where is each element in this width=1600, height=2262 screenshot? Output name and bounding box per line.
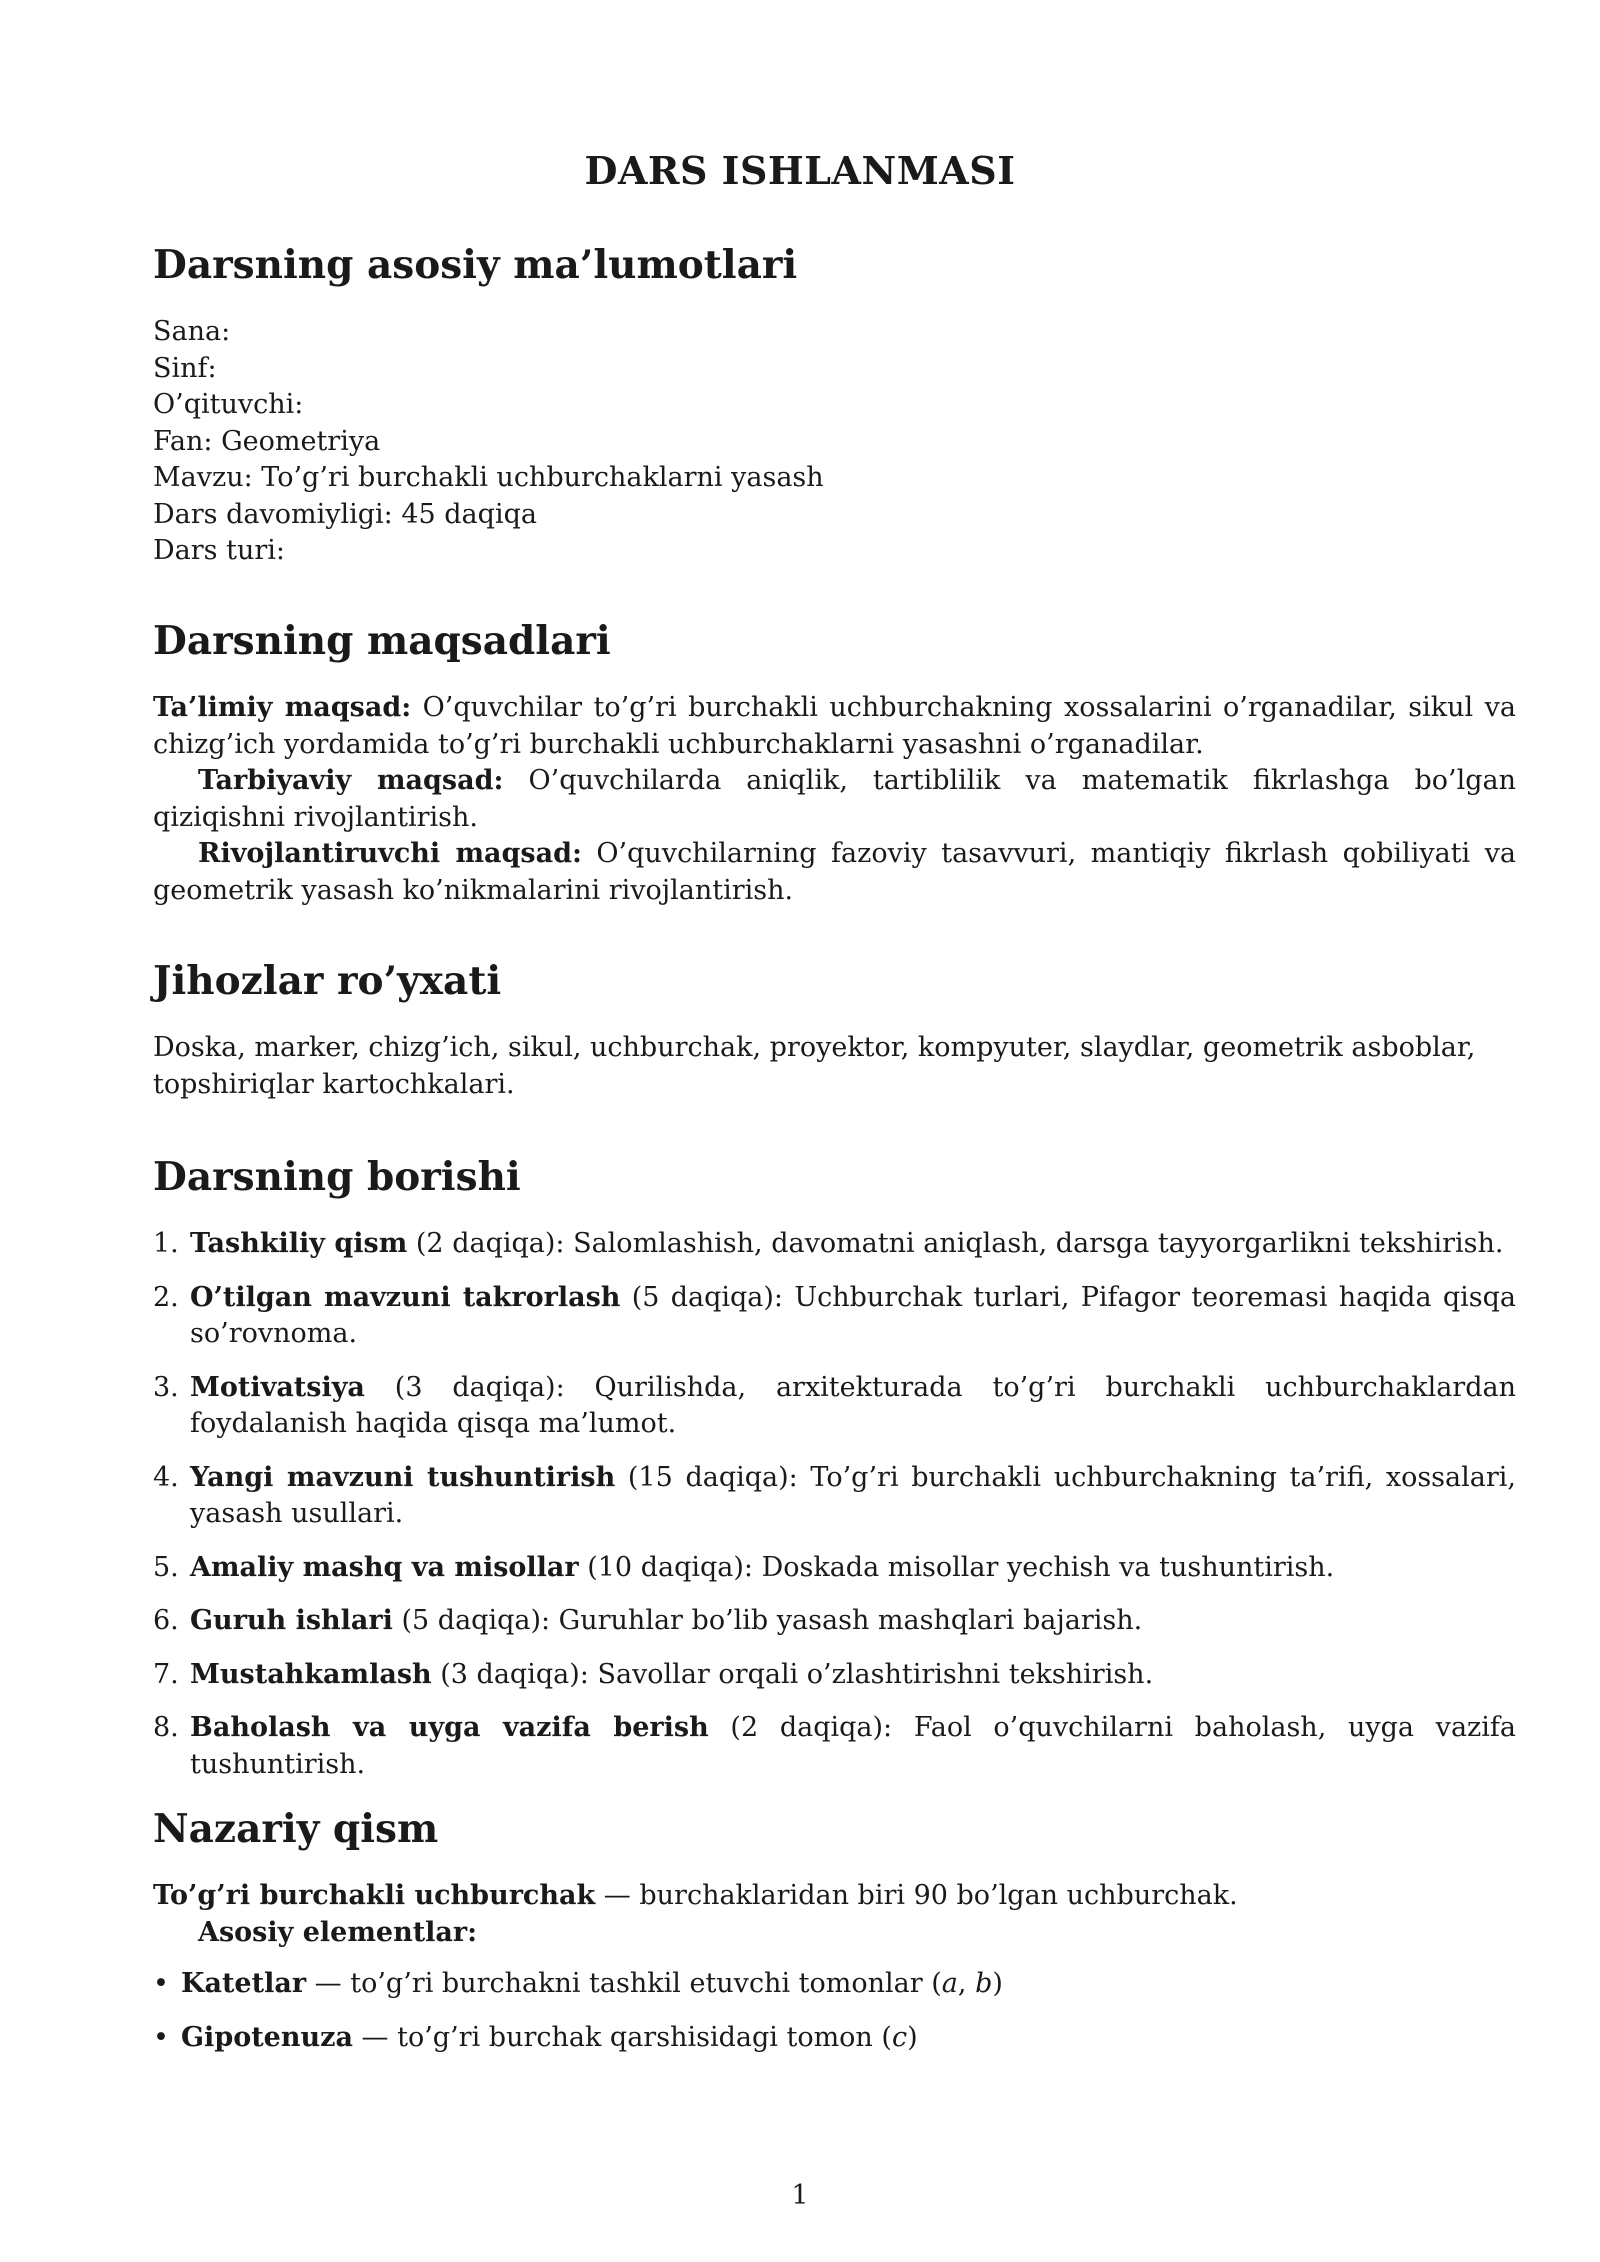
list-number: 5. — [153, 1551, 179, 1583]
list-number: 4. — [153, 1461, 179, 1493]
list-number: 7. — [153, 1658, 179, 1690]
step-label: Tashkiliy qism — [190, 1228, 408, 1259]
math-var: c — [891, 2021, 908, 2053]
equipment-text: Doska, marker, chizg’ich, sikul, uchburchak, proyektor, kompyuter, slaydlar, geometrik asboblar, topshiriqlar kartochkalari. — [153, 1032, 1476, 1100]
step-text: (5 daqiqa): Uchburchak turlari, Pifagor teoremasi haqida qisqa so’rovnoma. — [190, 1281, 1516, 1349]
basic-info-list — [153, 314, 1516, 570]
goals-block — [153, 690, 1516, 909]
list-number: 1. — [153, 1228, 179, 1259]
bullet-text: — to’g’ri burchak qarshisidagi tomon ( — [352, 2021, 892, 2053]
goal-upbringing — [153, 763, 1516, 836]
goal-text: O’quvchilarning fazoviy tasavvuri, mantiqiy fikrlash qobiliyati va geometrik yasash ko’nikmalarini rivojlantirish. — [153, 838, 1516, 906]
bullet-end: ) — [992, 1968, 1003, 1999]
list-item — [153, 1280, 1516, 1353]
info-date: Sana: — [153, 316, 231, 347]
step-label: Mustahkamlash — [190, 1658, 432, 1690]
bullet-sep: , — [957, 1968, 976, 1999]
section-heading-process: Darsning borishi — [153, 1154, 521, 1200]
goal-text: O’quvchilarda aniqlik, tartiblilik va matematik fikrlashga bo’lgan qiziqishni rivojlantirish. — [153, 765, 1516, 833]
info-lesson-type: Dars turi: — [153, 535, 285, 566]
section-heading-equipment: Jihozlar ro’yxati — [153, 958, 502, 1004]
goal-label: Ta’limiy maqsad: — [153, 692, 412, 723]
info-duration: Dars davomiyligi: 45 daqiqa — [153, 498, 537, 530]
math-var: b — [975, 1968, 993, 1999]
goal-label: Rivojlantiruvchi maqsad: — [198, 838, 582, 869]
list-item — [153, 1460, 1516, 1533]
section-heading-goals: Darsning maqsadlari — [153, 618, 611, 664]
goal-educational — [153, 690, 1516, 763]
theory-definition — [153, 1878, 1516, 1915]
info-topic: Mavzu: To’g’ri burchakli uchburchaklarni yasash — [153, 462, 824, 493]
list-item — [153, 2020, 1516, 2057]
list-item — [153, 1710, 1516, 1783]
step-text: (2 daqiqa): Salomlashish, davomatni aniqlash, darsga tayyorgarlikni tekshirish. — [407, 1228, 1504, 1259]
step-label: Yangi mavzuni tushuntirish — [190, 1461, 616, 1493]
list-item — [153, 1370, 1516, 1443]
step-text: (2 daqiqa): Faol o’quvchilarni baholash, uyga vazifa tushuntirish. — [190, 1712, 1516, 1780]
step-label: Amaliy mashq va misollar — [190, 1551, 579, 1583]
goal-label: Tarbiyaviy maqsad: — [198, 765, 504, 796]
section-heading-basic-info: Darsning asosiy ma’lumotlari — [153, 242, 798, 288]
list-number: 6. — [153, 1605, 179, 1636]
bullet-text: — to’g’ri burchakni tashkil etuvchi tomonlar ( — [306, 1968, 942, 1999]
info-subject: Fan: Geometriya — [153, 425, 381, 457]
step-text: (15 daqiqa): To’g’ri burchakli uchburchakning ta’rifi, xossalari, yasash usullari. — [190, 1461, 1516, 1529]
bullet-icon: • — [153, 2021, 169, 2053]
goal-text: O’quvchilar to’g’ri burchakli uchburchakning xossalarini o’rganadilar, sikul va chizg’ich yordamida to’g’ri burchakli uchburchaklarni yasashni o’rganadilar. — [153, 692, 1516, 760]
step-label: Baholash va uyga vazifa berish — [190, 1712, 709, 1743]
section-heading-theory: Nazariy qism — [153, 1806, 439, 1852]
step-label: Motivatsiya — [190, 1371, 365, 1403]
step-text: (3 daqiqa): Savollar orqali o’zlashtirishni tekshirish. — [431, 1658, 1154, 1690]
info-teacher: O’qituvchi: — [153, 389, 304, 420]
info-class: Sinf: — [153, 352, 217, 384]
theory-elements-label — [153, 1915, 1516, 1952]
page-number: 1 — [791, 2180, 809, 2211]
math-var: a — [941, 1968, 958, 1999]
step-text: (5 daqiqa): Guruhlar bo’lib yasash mashqlari bajarish. — [392, 1605, 1143, 1636]
step-label: O’tilgan mavzuni takrorlash — [190, 1281, 621, 1313]
bullet-term: Gipotenuza — [181, 2021, 353, 2053]
bullet-term: Katetlar — [181, 1968, 307, 1999]
list-item — [153, 1966, 1516, 2003]
step-text: (10 daqiqa): Doskada misollar yechish va tushuntirish. — [578, 1551, 1335, 1583]
bullet-end: ) — [907, 2021, 918, 2053]
definition-term: To’g’ri burchakli uchburchak — [153, 1880, 596, 1911]
step-text: (3 daqiqa): Qurilishda, arxitekturada to’g’ri burchakli uchburchaklardan foydalanish haqida qisqa ma’lumot. — [190, 1371, 1516, 1439]
list-item — [153, 1550, 1516, 1587]
list-item — [153, 1603, 1516, 1640]
document-title: DARS ISHLANMASI — [584, 148, 1016, 193]
definition-text: — burchaklaridan biri 90 bo’lgan uchburchak. — [595, 1880, 1238, 1911]
list-number: 3. — [153, 1371, 179, 1403]
theory-block — [153, 1878, 1516, 2056]
list-number: 8. — [153, 1712, 179, 1743]
step-label: Guruh ishlari — [190, 1605, 393, 1636]
list-number: 2. — [153, 1281, 179, 1313]
process-list — [153, 1226, 1516, 1783]
elements-label: Asosiy elementlar: — [198, 1916, 478, 1948]
bullet-icon: • — [153, 1968, 169, 1999]
goal-developmental — [153, 836, 1516, 909]
equipment-block — [153, 1030, 1516, 1103]
list-item — [153, 1657, 1516, 1694]
list-item — [153, 1226, 1516, 1263]
